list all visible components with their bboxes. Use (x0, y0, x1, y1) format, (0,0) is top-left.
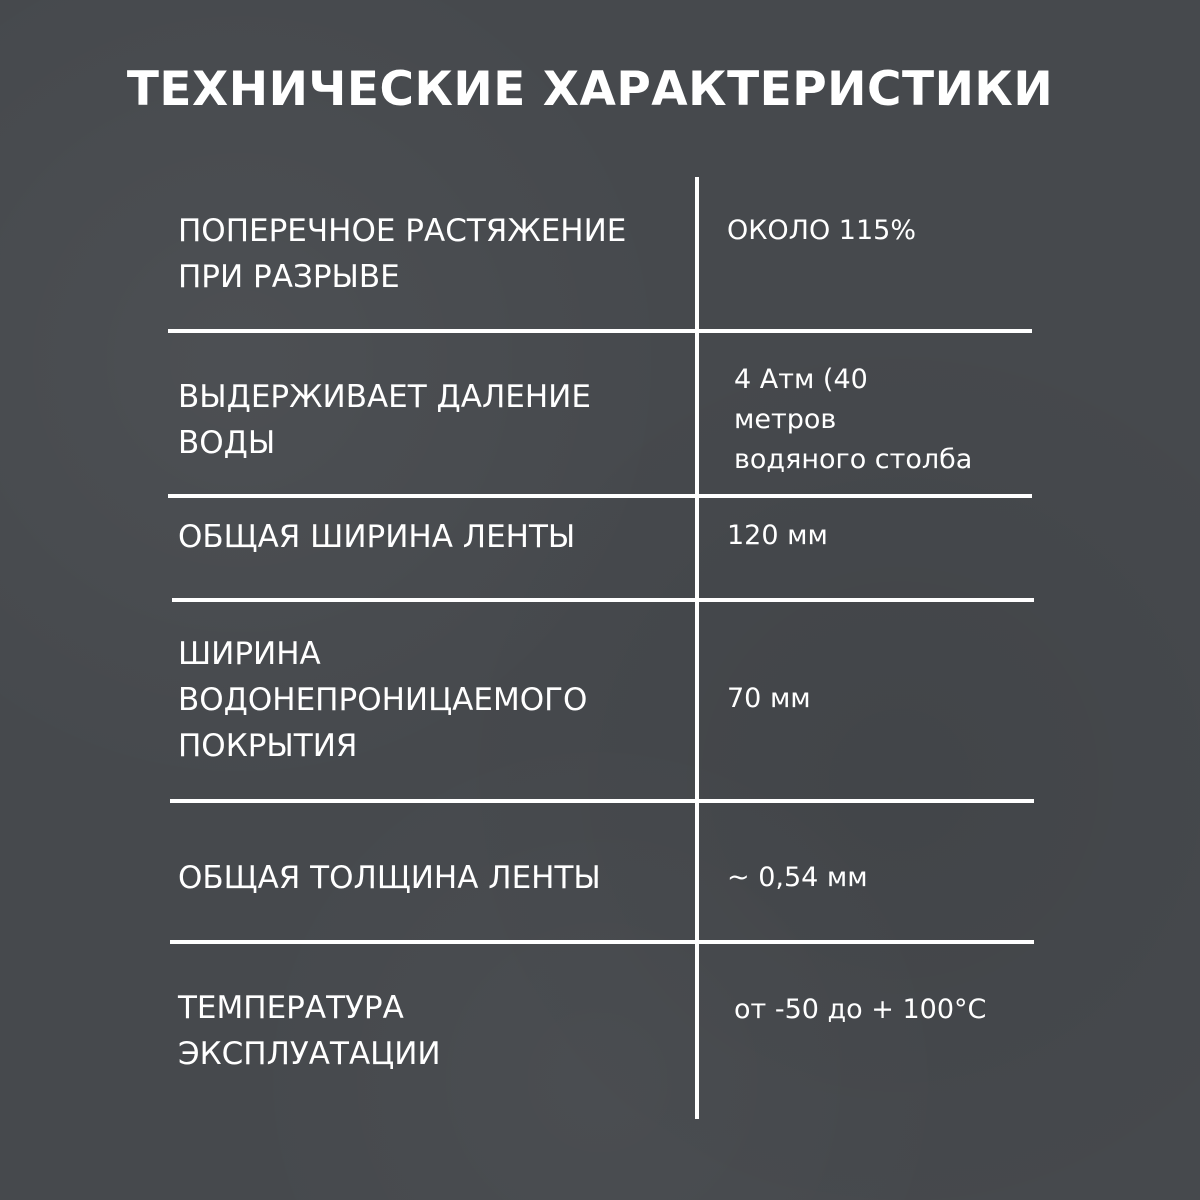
row-divider (170, 940, 1034, 944)
spec-label: ОБЩАЯ ТОЛЩИНА ЛЕНТЫ (178, 860, 601, 896)
row-divider (168, 494, 1032, 498)
spec-label: ОБЩАЯ ШИРИНА ЛЕНТЫ (178, 519, 576, 555)
row-divider (168, 329, 1032, 333)
spec-label: ТЕМПЕРАТУРА ЭКСПЛУАТАЦИИ (178, 990, 441, 1072)
spec-value: ~ 0,54 мм (727, 862, 868, 893)
column-divider (695, 177, 699, 1119)
page-title: ТЕХНИЧЕСКИЕ ХАРАКТЕРИСТИКИ (126, 62, 1054, 117)
spec-label: ПОПЕРЕЧНОЕ РАСТЯЖЕНИЕ ПРИ РАЗРЫВЕ (178, 213, 627, 295)
spec-value: 120 мм (727, 520, 828, 551)
spec-value: 4 Атм (40 метров водяного столба (734, 364, 973, 475)
spec-value: от -50 до + 100°С (734, 994, 987, 1025)
spec-value: 70 мм (727, 683, 811, 714)
spec-value: ОКОЛО 115% (727, 215, 916, 246)
row-divider (170, 799, 1034, 803)
spec-label: ВЫДЕРЖИВАЕТ ДАЛЕНИЕ ВОДЫ (178, 379, 591, 461)
spec-label: ШИРИНА ВОДОНЕПРОНИЦАЕМОГО ПОКРЫТИЯ (178, 636, 588, 764)
row-divider (172, 598, 1034, 602)
